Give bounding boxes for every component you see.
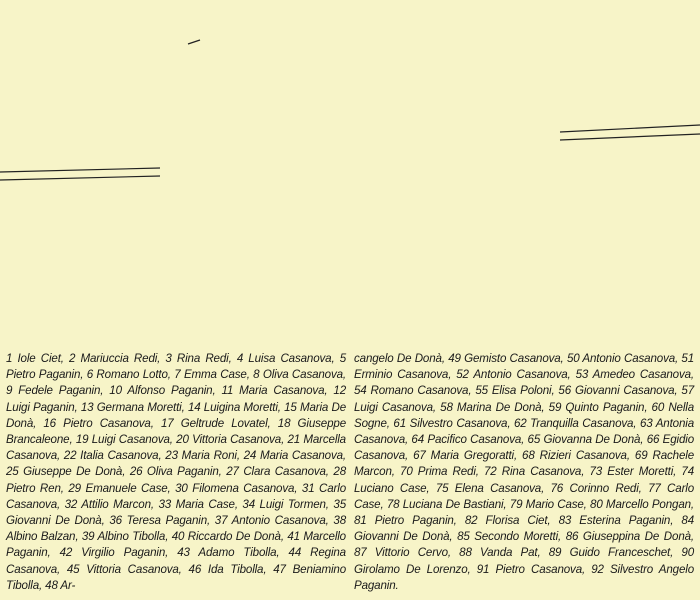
caption-left-column: 1 Iole Ciet, 2 Mariuccia Redi, 3 Rina Redi, 4 Luisa Casanova, 5 Pietro Paganin, 6 Romano Lotto, 7 Emma Case, 8 Oliva Casanova, 9 Fedele Paganin, 10 Alfonso Paganin, 11 Maria Casanova, 12 Luigi Paganin, 13 Germana Moretti, 14 Luigina Moretti, 15 Maria De Donà, 16 Pietro Casanova, 17 Geltrude Lovatel, 18 Giuseppe Brancaleone, 19 Luigi Casanova, 20 Vittoria Casanova, 21 Marcella Casanova, 22 Italia Casanova, 23 Maria Roni, 24 Maria Casanova, 25 Giuseppe De Donà, 26 Oliva Paganin, 27 Clara Casanova, 28 Pietro Ren, 29 Emanuele Case, 30 Filomena Casanova, 31 Carlo Casanova, 32 Attilio Marcon, 33 Maria Case, 34 Luigi Tormen, 35 Giovanni De Donà, 36 Teresa Paganin, 37 Antonio Casanova, 38 Albino Balzan, 39 Albino Tibolla, 40 Riccardo De Donà, 41 Marcello Paganin, 42 Virgilio Paganin, 43 Adamo Tibolla, 44 Regina Casanova, 45 Vittoria Casanova, 46 Ida Tibolla, 47 Beniamino Tibolla, 48 Ar- bbox=[6, 352, 346, 592]
caption-right-column: cangelo De Donà, 49 Gemisto Casanova, 50 Antonio Casanova, 51 Erminio Casanova, 52 Antonio Casanova, 53 Amedeo Casanova, 54 Romano Casanova, 55 Elisa Poloni, 56 Giovanni Casanova, 57 Luigi Casanova, 58 Marina De Donà, 59 Quinto Paganin, 60 Nella Sogne, 61 Silvestro Casanova, 62 Tranquilla Casanova, 63 Antonia Casanova, 64 Pacifico Casanova, 65 Giovanna De Donà, 66 Egidio Casanova, 67 Maria Gregoratti, 68 Rizieri Casanova, 69 Rachele Marcon, 70 Prima Redi, 72 Rina Casanova, 73 Ester Moretti, 74 Luciano Case, 75 Elena Casanova, 76 Corinno Redi, 77 Carlo Case, 78 Luciana De Bastiani, 79 Mario Case, 80 Marcello Pongan, 81 Pietro Paganin, 82 Florisa Ciet, 83 Esterina Paganin, 84 Giovanni De Donà, 85 Secondo Moretti, 86 Giuseppina De Donà, 87 Vittorio Cervo, 88 Vanda Pat, 89 Guido Franceschet, 90 Girolamo De Lorenzo, 91 Pietro Casanova, 92 Silvestro Angelo Paganin. bbox=[354, 352, 694, 592]
railing-lines bbox=[0, 40, 700, 180]
caption bbox=[0, 347, 700, 600]
